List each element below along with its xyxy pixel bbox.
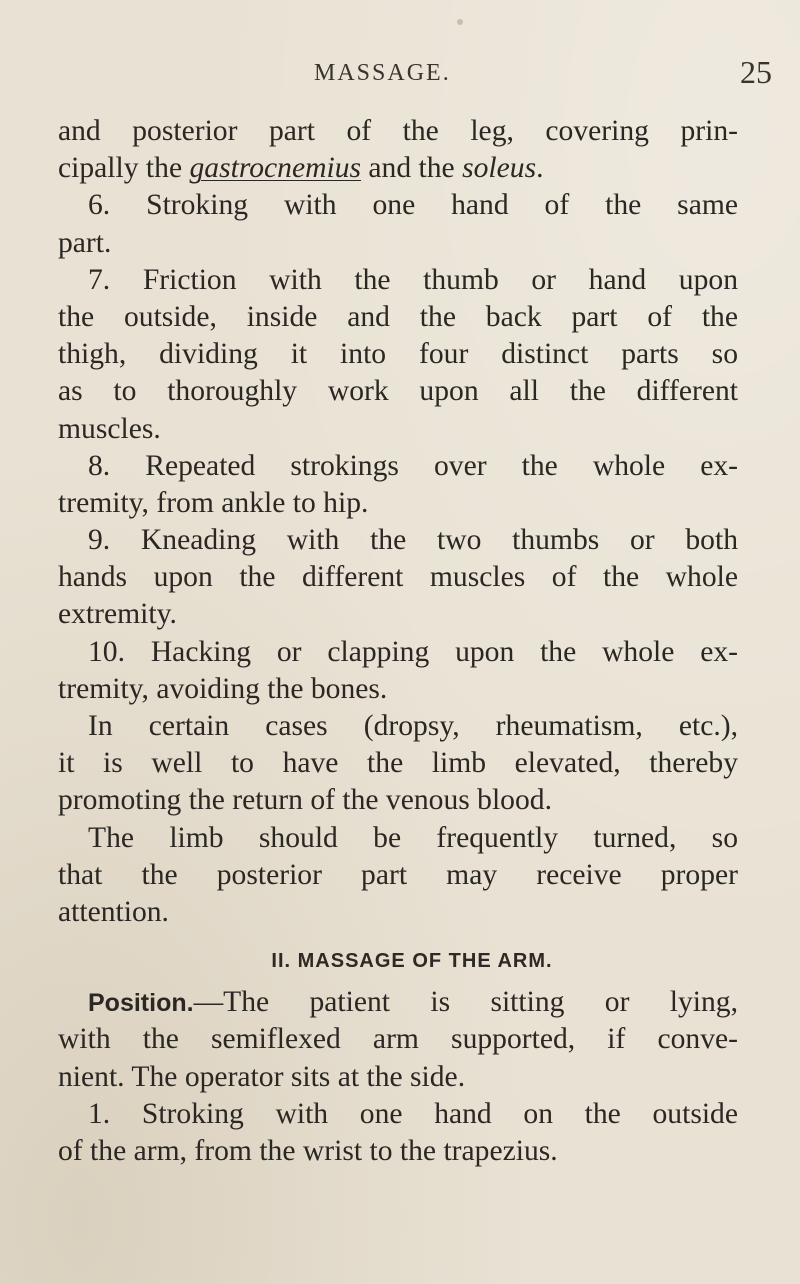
position-label: Position. xyxy=(88,989,194,1018)
paragraph-start: The limb should be frequently turned, so xyxy=(88,821,738,854)
text-line: tremity, avoiding the bones. xyxy=(58,672,388,705)
paragraph-start: In certain cases (dropsy, rheumatism, etc.), xyxy=(88,710,738,742)
list-item-6: 6. Stroking with one hand of the same xyxy=(88,189,738,222)
term-soleus: soleus xyxy=(462,152,537,185)
list-item-8: 8. Repeated strokings over the whole ex- xyxy=(88,449,738,482)
text-line: promoting the return of the venous blood. xyxy=(58,784,552,817)
body-text xyxy=(58,113,738,1170)
text-line: hands upon the different muscles of the whole xyxy=(58,561,738,594)
list-item-10: 10. Hacking or clapping upon the whole ex- xyxy=(88,635,738,668)
list-item-1: 1. Stroking with one hand on the outside xyxy=(88,1097,738,1130)
text-line: that the posterior part may receive proper xyxy=(58,858,738,891)
text-run: cipally the xyxy=(58,152,190,185)
term-gastrocnemius: gastrocnemius xyxy=(189,152,362,185)
position-paragraph xyxy=(58,984,738,1021)
text-line: of the arm, from the wrist to the trapezius. xyxy=(58,1134,558,1167)
text-line: the outside, inside and the back part of the xyxy=(58,300,738,333)
text-line: thigh, dividing it into four distinct parts so xyxy=(58,338,738,371)
text-line: nient. The operator sits at the side. xyxy=(58,1060,466,1093)
list-item-9: 9. Kneading with the two thumbs or both xyxy=(88,524,738,557)
text-run: and the xyxy=(361,152,463,185)
text-line: it is well to have the limb elevated, thereby xyxy=(58,747,738,780)
text-line: extremity. xyxy=(58,598,177,631)
page-speck xyxy=(457,19,463,25)
text-line: as to thoroughly work upon all the different xyxy=(58,375,738,408)
page-number: 25 xyxy=(740,54,772,90)
text-run: . xyxy=(536,152,544,185)
list-item-7: 7. Friction with the thumb or hand upon xyxy=(88,263,738,296)
running-header xyxy=(0,54,800,96)
text-line: tremity, from ankle to hip. xyxy=(58,486,369,519)
text-run: —The patient is sitting or lying, xyxy=(193,986,738,1019)
text-line: muscles. xyxy=(58,412,161,445)
text-line: part. xyxy=(58,226,112,259)
text-line: with the semiflexed arm supported, if conve- xyxy=(58,1023,738,1056)
section-heading: II. MASSAGE OF THE ARM. xyxy=(271,950,553,973)
text-line xyxy=(58,150,738,187)
running-title: MASSAGE. xyxy=(314,60,451,86)
text-line: and posterior part of the leg, covering prin- xyxy=(58,115,738,147)
text-line: attention. xyxy=(58,895,169,928)
